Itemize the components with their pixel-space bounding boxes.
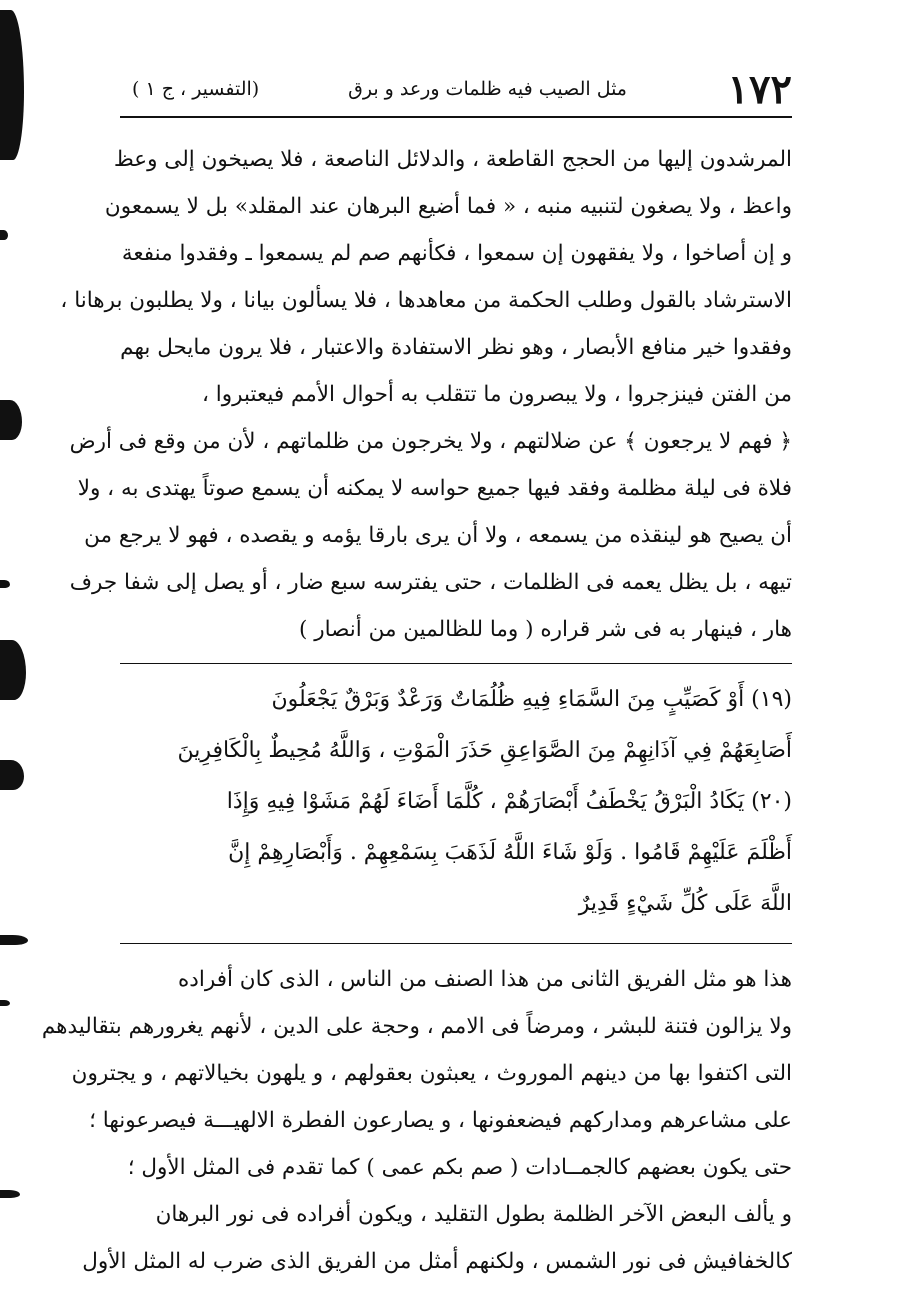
text-line: من الفتن فينزجروا ، ولا يبصرون ما تتقلب به أحوال الأمم فيعتبروا ، [202, 382, 792, 407]
text-line: وفقدوا خير منافع الأبصار ، وهو نظر الاستفادة والاعتبار ، فلا يرون مايحل بهم [120, 335, 792, 360]
text-line: فلاة فى ليلة مظلمة وفقد فيها جميع حواسه لا يمكنه أن يسمع صوتاً يهتدى به ، ولا [77, 476, 792, 501]
text-line: التى اكتفوا بها من دينهم الموروث ، يعبثون بعقولهم ، و يلهون بخيالاتهم ، و يجترون [71, 1061, 792, 1086]
verse-line: (٢٠) يَكَادُ الْبَرْقُ يَخْطَفُ أَبْصَارَهُمْ ، كُلَّمَا أَضَاءَ لَهُمْ مَشَوْا فِيهِ وَإِذَا [226, 789, 792, 814]
page-number: ١٧٢ [727, 66, 792, 113]
text-line: و إن أصاخوا ، ولا يفقهون إن سمعوا ، فكأنهم صم لم يسمعوا ـ وفقدوا منفعة [121, 241, 792, 266]
verse-line: اللَّهَ عَلَى كُلِّ شَيْءٍ قَدِيرٌ [578, 891, 792, 916]
commentary-paragraph-1 [60, 136, 792, 653]
text-line: هار ، فينهار به فى شر قراره ( وما للظالمين من أنصار ) [299, 617, 792, 642]
running-title: مثل الصيب فيه ظلمات ورعد و برق [348, 78, 627, 100]
book-page [41, 60, 792, 1285]
text-line: المرشدون إليها من الحجج القاطعة ، والدلائل الناصعة ، فلا يصيخون إلى وعظ [113, 147, 792, 172]
text-line: كالخفافيش فى نور الشمس ، ولكنهم أمثل من الفريق الذى ضرب له المثل الأول [82, 1249, 792, 1274]
commentary-paragraph-2 [41, 956, 792, 1285]
text-line: و يألف البعض الآخر الظلمة بطول التقليد ، ويكون أفراده فى نور البرهان [155, 1202, 792, 1227]
text-line: هذا هو مثل الفريق الثانى من هذا الصنف من الناس ، الذى كان أفراده [178, 967, 792, 992]
section-divider [120, 943, 792, 944]
text-line: واعظ ، ولا يصغون لتنبيه منبه ، « فما أضيع البرهان عند المقلد» بل لا يسمعون [104, 194, 792, 219]
verse-line: (١٩) أَوْ كَصَيِّبٍ مِنَ السَّمَاءِ فِيهِ ظُلُمَاتٌ وَرَعْدٌ وَبَرْقٌ يَجْعَلُونَ [271, 687, 792, 712]
text-line: ﴿ فهم لا يرجعون ﴾ عن ضلالتهم ، ولا يخرجون من ظلماتهم ، لأن من وقع فى أرض [69, 429, 792, 454]
verse-line: أَظْلَمَ عَلَيْهِمْ قَامُوا . وَلَوْ شَاءَ اللَّهُ لَذَهَبَ بِسَمْعِهِمْ . وَأَبْصَارِهِمْ إِنَّ [228, 840, 792, 865]
text-line: ولا يزالون فتنة للبشر ، ومرضاً فى الامم ، وحجة على الدين ، لأنهم يغرورهم بتقاليدهم [41, 1014, 792, 1039]
text-line: أن يصيح هو لينقذه من يسمعه ، ولا أن يرى بارقا يؤمه و يقصده ، فهو لا يرجع من [84, 523, 792, 548]
quran-verses [120, 664, 792, 929]
scanned-page-edge [0, 0, 30, 1315]
verse-line: أَصَابِعَهُمْ فِي آذَانِهِمْ مِنَ الصَّوَاعِقِ حَذَرَ الْمَوْتِ ، وَاللَّهُ مُحِيطٌ بِالْكَافِرِينَ [177, 738, 792, 763]
text-line: الاسترشاد بالقول وطلب الحكمة من معاهدها ، فلا يسألون بيانا ، ولا يطلبون برهانا ، [60, 288, 792, 313]
text-line: حتى يكون بعضهم كالجمــادات ( صم بكم عمى ) كما تقدم فى المثل الأول ؛ [127, 1155, 792, 1180]
text-line: تيهه ، بل يظل يعمه فى الظلمات ، حتى يفترسه سبع ضار ، أو يصل إلى شفا جرف [69, 570, 792, 595]
text-line: على مشاعرهم ومداركهم فيضعفونها ، و يصارعون الفطرة الالهيـــة فيصرعونها ؛ [89, 1108, 792, 1133]
section-label: (التفسير ، ج ١ ) [132, 78, 260, 100]
page-header [120, 60, 792, 118]
